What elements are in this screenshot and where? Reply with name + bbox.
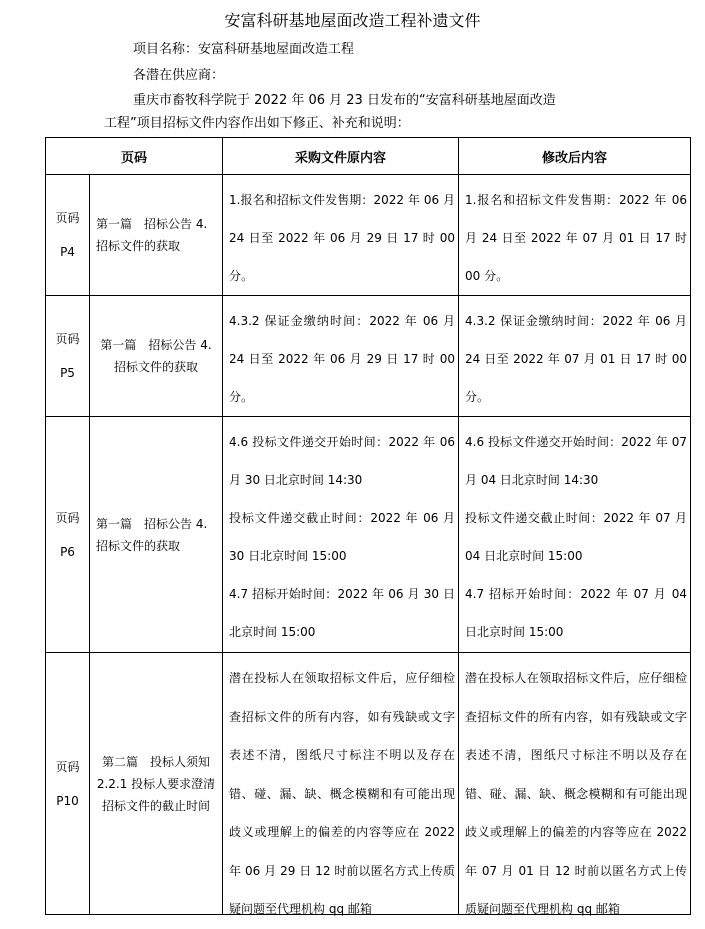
page-label: 页码 [55, 211, 80, 225]
document-title: 安富科研基地屋面改造工程补遗文件 [224, 11, 481, 30]
original-paragraph: 4.3.2 保证金缴纳时间：2022 年 06 月 24 日至 2022 年 06 月 29 日 17 时 00 分。 [229, 314, 456, 404]
revised-paragraph: 潜在投标人在领取招标文件后，应仔细检查招标文件的所有内容，如有残缺或文字表述不清，图纸尺寸标注不明以及存在错、碰、漏、缺、概念模糊和有可能出现歧义或理解上的偏差的内容等应在 2022 年 07 月 01 日 12 时前以匿名方式上传质疑问题至代理机构 qq 邮箱 [465, 671, 688, 916]
project-name-line: 项目名称：安富科研基地屋面改造工程 [133, 42, 355, 57]
intro-line-1: 重庆市畜牧科学院于 2022 年 06 月 23 日发布的“安富科研基地屋面改造 [133, 93, 556, 108]
section-cell: 第二篇 投标人须知 2.2.1 投标人要求澄清招标文件的截止时间 [90, 653, 223, 915]
page-label: 页码 [55, 332, 80, 346]
table-header-row [46, 138, 691, 175]
revised-content-cell [459, 296, 691, 417]
revised-paragraph: 4.7 招标开始时间：2022 年 07 月 04 日北京时间 15:00 [465, 587, 688, 639]
original-paragraph: 1.报名和招标文件发售期：2022 年 06 月 24 日至 2022 年 06 月 29 日 17 时 00 分。 [229, 193, 456, 283]
page-cell [46, 417, 90, 653]
revision-table [45, 137, 691, 915]
section-cell: 第一篇 招标公告 4.招标文件的获取 [90, 417, 223, 653]
revised-content-cell [459, 175, 691, 296]
page-cell [46, 653, 90, 915]
header-revised-content: 修改后内容 [459, 138, 691, 175]
original-paragraph: 4.6 投标文件递交开始时间：2022 年 06 月 30 日北京时间 14:30 [229, 435, 456, 487]
original-paragraph: 4.7 招标开始时间：2022 年 06 月 30 日北京时间 15:00 [229, 587, 456, 639]
revised-content-cell [459, 417, 691, 653]
original-content-cell [223, 296, 459, 417]
page-number: P10 [56, 793, 79, 808]
page-number: P6 [60, 544, 75, 559]
revised-paragraph: 1.报名和招标文件发售期：2022 年 06 月 24 日至 2022 年 07 月 01 日 17 时 00 分。 [465, 193, 688, 283]
table-row [46, 175, 691, 296]
page-label: 页码 [55, 759, 80, 774]
original-paragraph: 潜在投标人在领取招标文件后，应仔细检查招标文件的所有内容，如有残缺或文字表述不清，图纸尺寸标注不明以及存在错、碰、漏、缺、概念模糊和有可能出现歧义或理解上的偏差的内容等应在 2022 年 06 月 29 日 12 时前以匿名方式上传质疑问题至代理机构 qq 邮箱 [229, 671, 456, 916]
original-content-cell [223, 175, 459, 296]
section-cell: 第一篇 招标公告 4.招标文件的获取 [90, 296, 223, 417]
section-cell: 第一篇 招标公告 4.招标文件的获取 [90, 175, 223, 296]
table-row [46, 653, 691, 915]
revised-content-cell [459, 653, 691, 915]
table-row [46, 296, 691, 417]
revised-paragraph: 4.6 投标文件递交开始时间：2022 年 07 月 04 日北京时间 14:30 [465, 435, 688, 487]
original-paragraph: 投标文件递交截止时间：2022 年 06 月 30 日北京时间 15:00 [229, 511, 456, 563]
page-cell [46, 175, 90, 296]
original-content-cell [223, 653, 459, 915]
page-cell [46, 296, 90, 417]
original-content-cell [223, 417, 459, 653]
revised-paragraph: 投标文件递交截止时间：2022 年 07 月 04 日北京时间 15:00 [465, 511, 688, 563]
header-original-content: 采购文件原内容 [223, 138, 459, 175]
page-number: P5 [60, 366, 75, 380]
table-row [46, 417, 691, 653]
header-page: 页码 [46, 138, 223, 175]
revised-paragraph: 4.3.2 保证金缴纳时间：2022 年 06 月 24 日至 2022 年 07 月 01 日 17 时 00 分。 [465, 314, 688, 404]
intro-line-2: 工程”项目招标文件内容作出如下修正、补充和说明： [104, 116, 410, 131]
page-label: 页码 [55, 510, 80, 525]
suppliers-line: 各潜在供应商： [133, 68, 225, 83]
page-number: P4 [60, 245, 75, 259]
